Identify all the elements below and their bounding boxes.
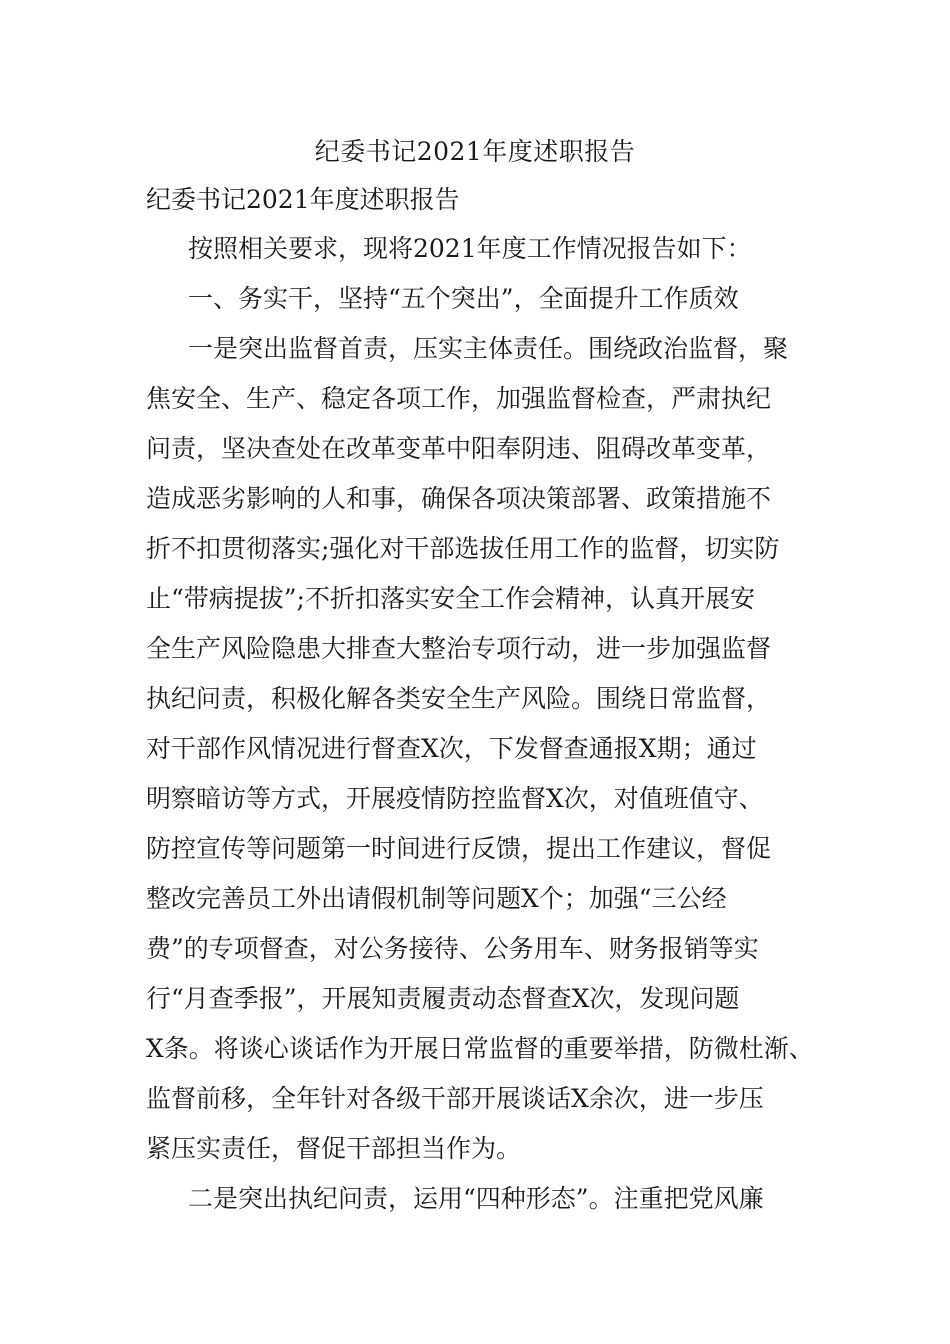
body-line: 防控宣传等问题第一时间进行反馈，提出工作建议，督促	[146, 834, 772, 863]
body-line: 紧压实责任，督促干部担当作为。	[146, 1134, 522, 1163]
body-line: 明察暗访等方式，开展疫情防控监督X次，对值班值守、	[146, 784, 764, 813]
body-line: 对干部作风情况进行督查X次，下发督查通报X期；通过	[146, 734, 757, 763]
body-line: 一是突出监督首责，压实主体责任。围绕政治监督，聚	[188, 334, 789, 363]
body-line: 费”的专项督查，对公务接待、公务用车、财务报销等实	[146, 934, 759, 963]
body-line: 监督前移，全年针对各级干部开展谈话X余次，进一步压	[146, 1084, 764, 1113]
body-line: X条。将谈心谈话作为开展日常监督的重要举措，防微杜渐、	[146, 1034, 814, 1063]
section-heading: 一、务实干，坚持“五个突出”，全面提升工作质效	[188, 284, 739, 313]
document-title: 纪委书记2021年度述职报告	[314, 137, 636, 166]
body-line: 整改完善员工外出请假机制等问题X个；加强“三公经	[146, 884, 727, 913]
body-line: 行“月查季报”，开展知责履责动态督查X次，发现问题	[146, 984, 740, 1013]
body-line: 二是突出执纪问责，运用“四种形态”。注重把党风廉	[188, 1184, 764, 1213]
body-line: 全生产风险隐患大排查大整治专项行动，进一步加强监督	[146, 634, 772, 663]
body-line: 焦安全、生产、稳定各项工作，加强监督检查，严肃执纪	[146, 384, 772, 413]
body-line: 问责，坚决查处在改革变革中阳奉阴违、阻碍改革变革，	[146, 434, 772, 463]
body-line: 按照相关要求，现将2021年度工作情况报告如下：	[188, 234, 752, 263]
body-line: 止“带病提拔”;不折扣落实安全工作会精神，认真开展安	[146, 584, 755, 613]
body-line: 折不扣贯彻落实;强化对干部选拔任用工作的监督，切实防	[146, 534, 780, 563]
body-line: 造成恶劣影响的人和事，确保各项决策部署、政策措施不	[146, 484, 772, 513]
body-line: 执纪问责，积极化解各类安全生产风险。围绕日常监督，	[146, 684, 772, 713]
document-subtitle: 纪委书记2021年度述职报告	[146, 185, 460, 214]
